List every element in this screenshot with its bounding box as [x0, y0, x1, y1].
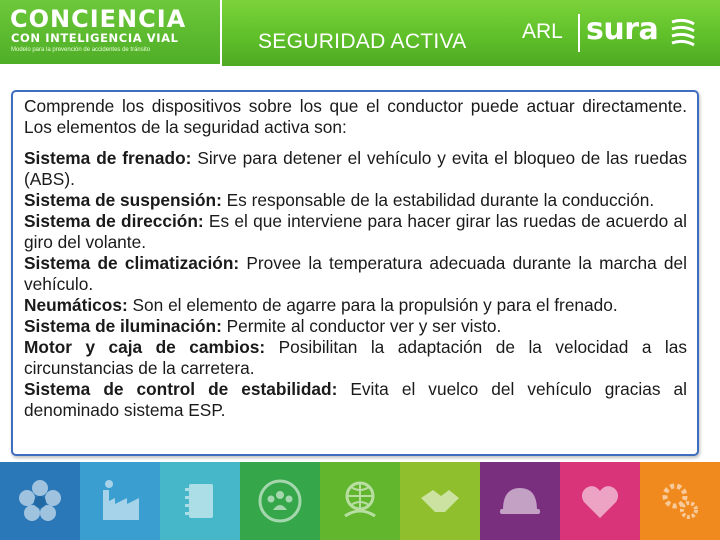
- item-term: Neumáticos:: [24, 295, 128, 315]
- list-item: [24, 295, 687, 316]
- item-term: Sistema de control de estabilidad:: [24, 379, 338, 399]
- footer-tile-factory: [80, 462, 160, 540]
- item-term: Sistema de suspensión:: [24, 190, 222, 210]
- list-item: [24, 316, 687, 337]
- content-box: [11, 90, 699, 456]
- item-term: Motor y caja de cambios:: [24, 337, 266, 357]
- handshake-icon: [415, 476, 465, 526]
- logo-tagline: Modelo para la prevención de accidentes de tránsito: [11, 47, 151, 53]
- intro-paragraph: Comprende los dispositivos sobre los que el conductor puede actuar directamente. Los elementos de la seguridad activa son:: [24, 96, 687, 137]
- footer-tile-heart: [560, 462, 640, 540]
- item-text: Es responsable de la estabilidad durante la conducción.: [221, 190, 655, 210]
- item-text: Es el que interviene para hacer girar las ruedas de acuerdo al giro del volante.: [24, 211, 687, 252]
- notebook-icon: [175, 476, 225, 526]
- item-text: Evita el vuelco del vehículo gracias al denominado sistema ESP.: [24, 379, 687, 420]
- footer-tile-globe: [320, 462, 400, 540]
- list-item: [24, 190, 687, 211]
- footer-tile-handshake: [400, 462, 480, 540]
- item-text: Permite al conductor ver y ser visto.: [221, 316, 502, 336]
- item-term: Sistema de frenado:: [24, 148, 192, 168]
- footer-tile-gears: [640, 462, 720, 540]
- list-item: [24, 253, 687, 295]
- footer-tile-notebook: [160, 462, 240, 540]
- footer-tile-people: [240, 462, 320, 540]
- footer-tile-helmet: [480, 462, 560, 540]
- item-term: Sistema de dirección:: [24, 211, 204, 231]
- item-text: Provee la temperatura adecuada durante la marcha del vehículo.: [24, 253, 687, 294]
- brand-logo: [522, 14, 702, 54]
- list-item: [24, 148, 687, 190]
- list-item: [24, 337, 687, 379]
- logo-sub-text: CON INTELIGENCIA VIAL: [11, 31, 179, 45]
- people-icon: [255, 476, 305, 526]
- list-item: [24, 379, 687, 421]
- globe-icon: [335, 476, 385, 526]
- brand-arl-text: ARL: [522, 20, 563, 43]
- item-term: Sistema de iluminación:: [24, 316, 222, 336]
- brand-name-text: sura: [586, 12, 659, 47]
- factory-icon: [95, 476, 145, 526]
- header-bar: [0, 0, 720, 66]
- item-term: Sistema de climatización:: [24, 253, 240, 273]
- item-text: Son el elemento de agarre para la propulsión y para el frenado.: [127, 295, 618, 315]
- logo: [0, 0, 222, 66]
- helmet-icon: [495, 476, 545, 526]
- logo-main-text: CONCIENCIA: [10, 5, 187, 33]
- list-item: [24, 211, 687, 253]
- heart-icon: [575, 476, 625, 526]
- gears-icon: [655, 476, 705, 526]
- page-title: SEGURIDAD ACTIVA: [258, 30, 467, 53]
- swoosh-icon: [670, 14, 696, 52]
- item-text: Sirve para detener el vehículo y evita el bloqueo de las ruedas (ABS).: [24, 148, 687, 189]
- footer-icon-strip: [0, 462, 720, 540]
- item-text: Posibilitan la adaptación de la velocidad a las circunstancias de la carretera.: [24, 337, 687, 378]
- footer-tile-flower: [0, 462, 80, 540]
- brand-divider: [578, 14, 580, 52]
- flower-icon: [15, 476, 65, 526]
